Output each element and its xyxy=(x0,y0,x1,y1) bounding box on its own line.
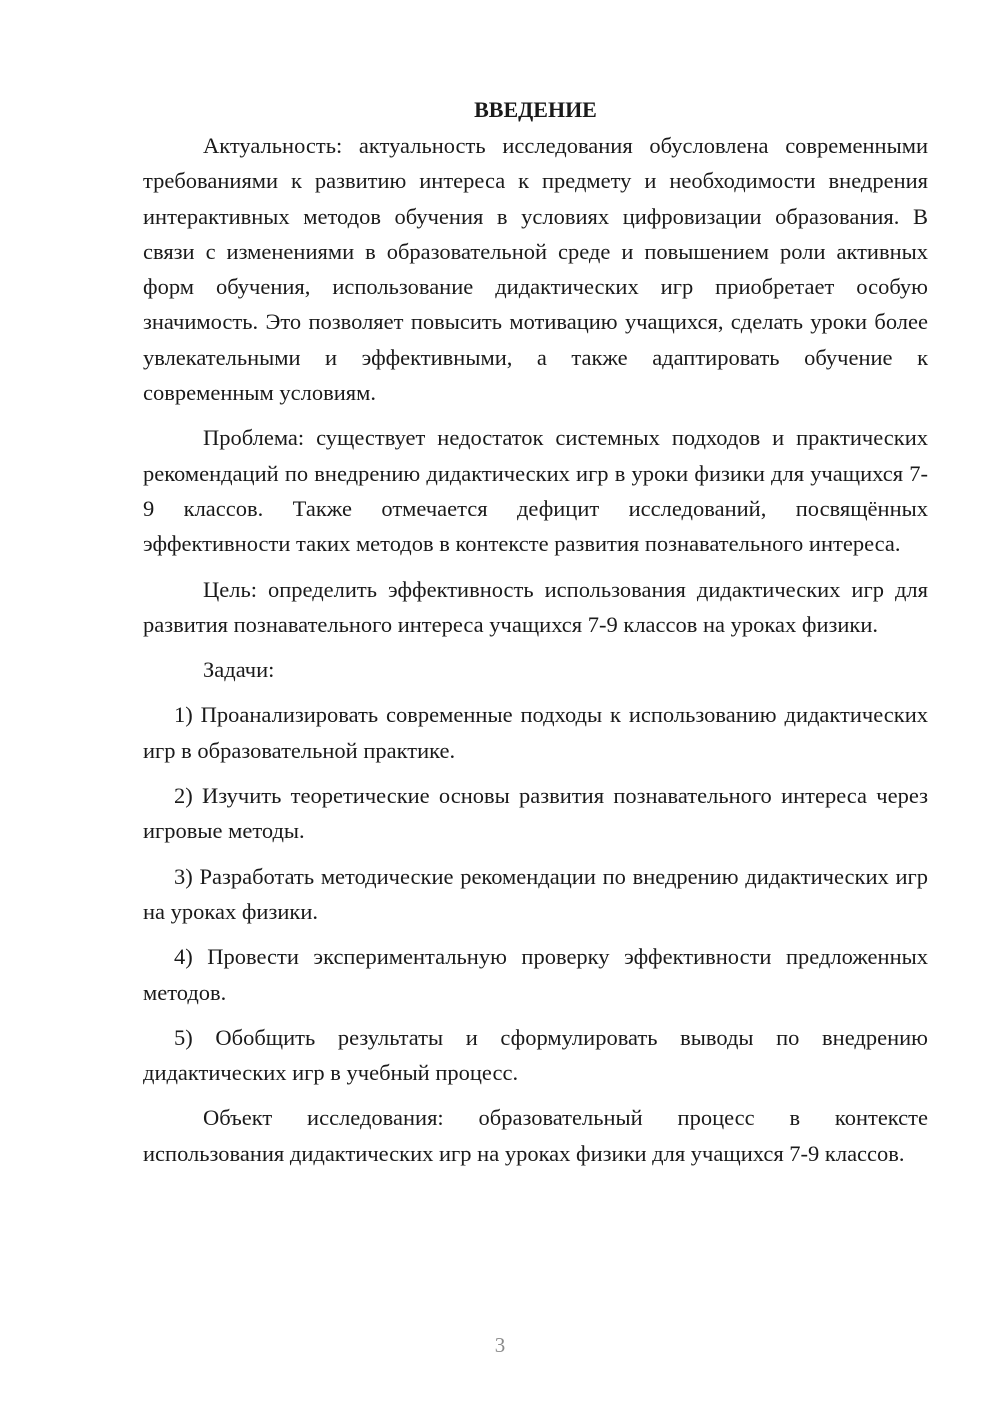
paragraph-relevance: Актуальность: актуальность исследования обусловлена современными требованиями к развитию интереса к предмету и необходимости внедрения интерактивных методов обучения в условиях цифровизации образования. В связи с изменениями в образовательной среде и повышением роли активных форм обучения, использование дидактических игр приобретает особую значимость. Это позволяет повысить мотивацию учащихся, сделать уроки более увлекательными и эффективными, а также адаптировать обучение к современным условиям. xyxy=(143,133,928,406)
page-body xyxy=(143,92,928,1181)
tasks-label: Задачи: xyxy=(203,657,275,683)
section-heading: ВВЕДЕНИЕ xyxy=(474,97,597,122)
page-number: 3 xyxy=(494,1333,506,1357)
paragraph-object: Объект исследования: образовательный процесс в контексте использования дидактических игр на уроках физики для учащихся 7-9 классов. xyxy=(143,1105,928,1166)
task-item-1: 1) Проанализировать современные подходы к использованию дидактических игр в образовательной практике. xyxy=(143,702,928,763)
paragraph-goal: Цель: определить эффективность использования дидактических игр для развития познавательного интереса учащихся 7-9 классов на уроках физики. xyxy=(143,576,928,637)
task-item-5: 5) Обобщить результаты и сформулировать выводы по внедрению дидактических игр в учебный процесс. xyxy=(143,1024,928,1086)
task-item-3: 3) Разработать методические рекомендации по внедрению дидактических игр на уроках физики. xyxy=(143,863,928,924)
paragraph-problem: Проблема: существует недостаток системных подходов и практических рекомендаций по внедрению дидактических игр в уроки физики для учащихся 7-9 классов. Также отмечается дефицит исследований, посвящённых эффективности таких методов в контексте развития познавательного интереса. xyxy=(143,425,928,557)
task-item-4: 4) Провести экспериментальную проверку эффективности предложенных методов. xyxy=(143,944,928,1005)
task-item-2: 2) Изучить теоретические основы развития познавательного интереса через игровые методы. xyxy=(143,783,928,844)
